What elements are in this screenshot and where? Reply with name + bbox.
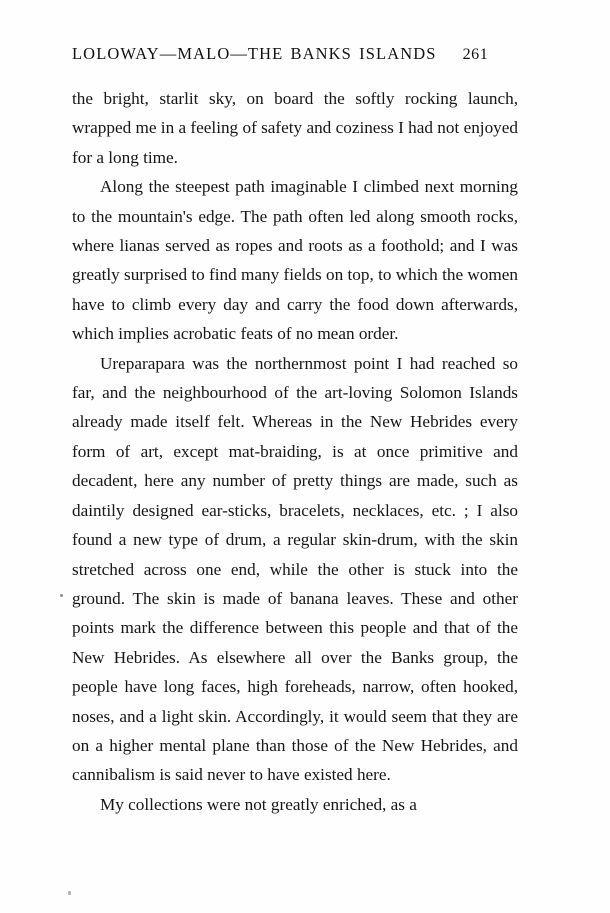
body-text-block <box>72 84 518 819</box>
scan-speck <box>60 594 63 597</box>
scan-speck <box>68 891 71 895</box>
paragraph: Along the steepest path imaginable I climbed next morning to the mountain's edge. The path often led along smooth rocks, where lianas served as ropes and roots as a foothold; and I was greatly surprised to find many fields on top, to which the women have to climb every day and carry the food down afterwards, which implies acrobatic feats of no mean order. <box>72 177 518 344</box>
paragraph: Ureparapara was the northernmost point I had reached so far, and the neighbourhood of the art-loving Solomon Islands already made itself felt. Whereas in the New Hebrides every form of art, except mat-braiding, is at once primitive and decadent, here any number of pretty things are made, such as daintily designed ear-sticks, bracelets, necklaces, etc. ; I also found a new type of drum, a regular skin-drum, with the skin stretched across one end, while the other is stuck into the ground. The skin is made of banana leaves. These and other points mark the difference between this people and that of the New Hebrides. As elsewhere all over the Banks group, the people have long faces, high foreheads, narrow, often hooked, noses, and a light skin. Accordingly, it would seem that they are on a higher mental plane than those of the New Hebrides, and cannibalism is said never to have existed here. <box>72 353 518 785</box>
page-number: 261 <box>462 46 489 63</box>
running-head <box>72 44 518 70</box>
paragraph: the bright, starlit sky, on board the softly rocking launch, wrapped me in a feeling of safety and coziness I had not enjoyed for a long time. <box>72 89 518 167</box>
running-head-title: LOLOWAY—MALO—THE BANKS ISLANDS <box>72 44 437 63</box>
paragraph: My collections were not greatly enriched, as a <box>100 794 417 814</box>
